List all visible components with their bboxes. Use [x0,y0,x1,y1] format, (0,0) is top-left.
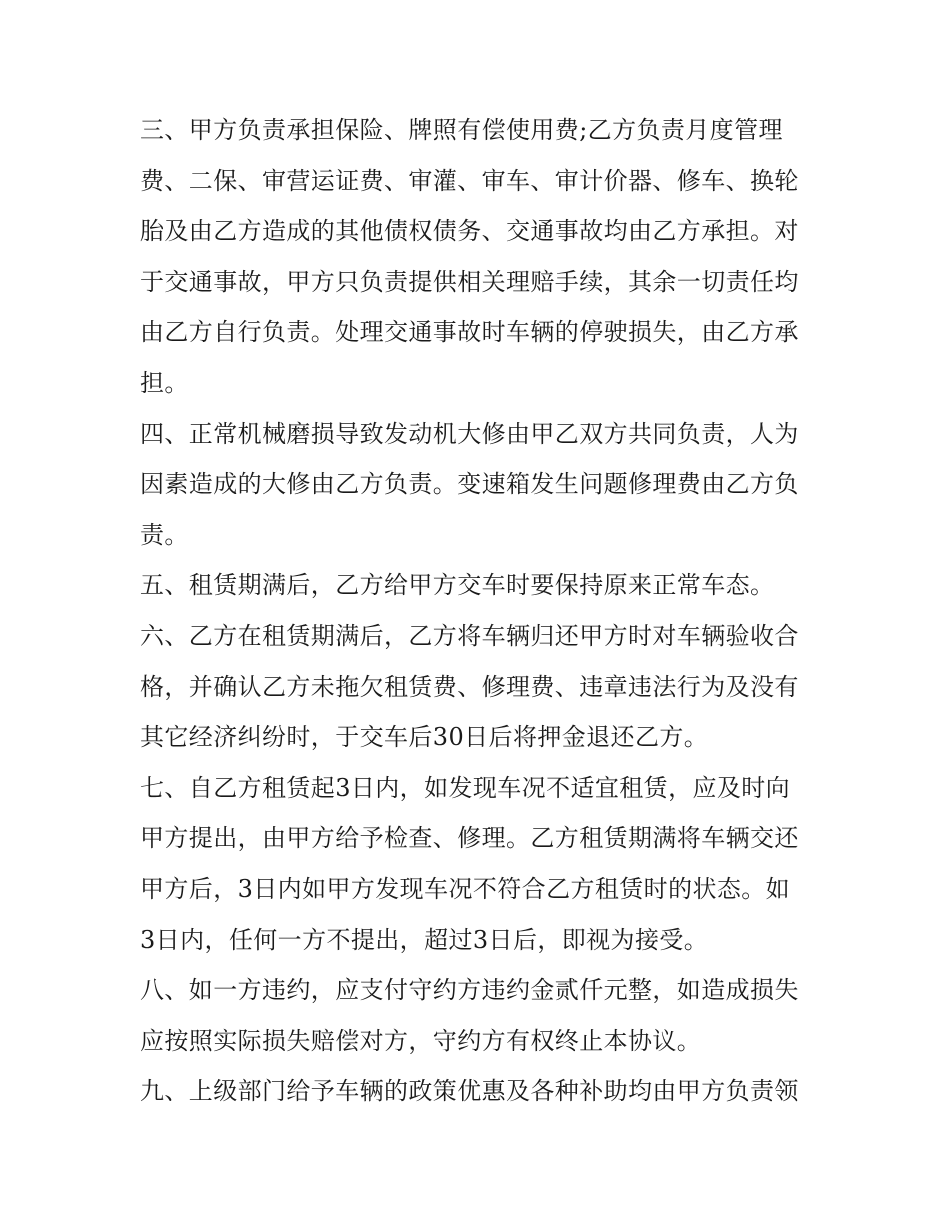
text-line: 其它经济纠纷时，于交车后30日后将押金退还乙方。 [140,723,709,752]
text-line: 七、自乙方租赁起3日内，如发现车况不适宜租赁，应及时向 [140,773,791,802]
text-line: 3日内，任何一方不提出，超过3日后，即视为接受。 [140,925,709,954]
text-line: 应按照实际损失赔偿对方，守约方有权终止本协议。 [140,1026,702,1055]
text-line: 九、上级部门给予车辆的政策优惠及各种补助均由甲方负责领 [140,1077,799,1106]
text-line: 四、正常机械磨损导致发动机大修由甲乙双方共同负责，人为 [140,419,799,448]
document-body [140,105,820,1117]
text-line: 担。 [140,368,189,397]
text-line: 甲方提出，由甲方给予检查、修理。乙方租赁期满将车辆交还 [140,824,799,853]
text-line: 五、租赁期满后，乙方给甲方交车时要保持原来正常车态。 [140,571,775,600]
text-line: 八、如一方违约，应支付守约方违约金贰仟元整，如造成损失 [140,976,799,1005]
text-line: 胎及由乙方造成的其他债权债务、交通事故均由乙方承担。对 [140,217,799,246]
text-line: 于交通事故，甲方只负责提供相关理赔手续，其余一切责任均 [140,267,799,296]
text-line: 由乙方自行负责。处理交通事故时车辆的停驶损失，由乙方承 [140,318,799,347]
text-line: 责。 [140,520,189,549]
text-line: 费、二保、审营运证费、审灌、审车、审计价器、修车、换轮 [140,166,799,195]
text-line: 六、乙方在租赁期满后，乙方将车辆归还甲方时对车辆验收合 [140,621,799,650]
text-line: 甲方后，3日内如甲方发现车况不符合乙方租赁时的状态。如 [140,874,791,903]
text-line: 格，并确认乙方未拖欠租赁费、修理费、违章违法行为及没有 [140,672,799,701]
text-line: 因素造成的大修由乙方负责。变速箱发生问题修理费由乙方负 [140,470,799,499]
text-line: 三、甲方负责承担保险、牌照有偿使用费;乙方负责月度管理 [140,116,783,144]
